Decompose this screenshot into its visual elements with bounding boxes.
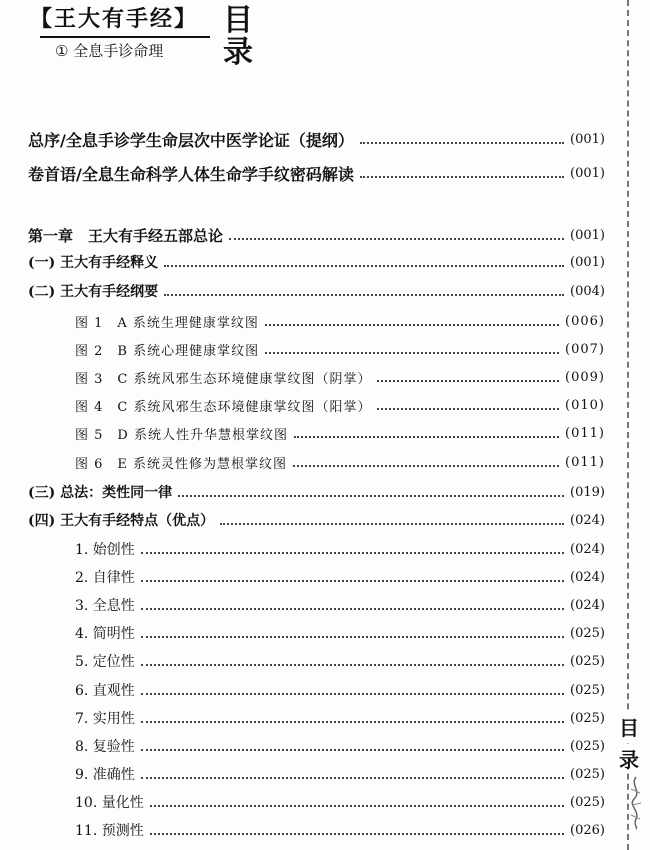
dot-leader: [229, 238, 564, 240]
toc-entry-page: (006): [565, 313, 605, 329]
toc-entry-page: (024): [570, 541, 605, 557]
toc-entry-page: (001): [570, 227, 605, 243]
toc-entry-page: (025): [570, 625, 605, 641]
toc-entry-figure-5[interactable]: [75, 421, 605, 445]
toc-entry-section-2[interactable]: [28, 279, 605, 303]
dot-leader: [293, 465, 559, 467]
margin-tab-label-1: 目: [614, 712, 644, 741]
toc-entry-title: 8. 复验性: [75, 739, 135, 755]
toc-entry-page: (001): [570, 131, 605, 147]
toc-entry-page: (024): [570, 597, 605, 613]
toc-entry-title: 图 6 E 系统灵性修为慧根掌纹图: [75, 456, 288, 472]
toc-entry-item-9[interactable]: [75, 762, 605, 786]
dot-leader: [377, 408, 559, 410]
dot-leader: [141, 664, 564, 666]
series-title-rule: [40, 36, 210, 38]
toc-entry-general-preface[interactable]: [28, 127, 605, 151]
toc-entry-page: (024): [570, 512, 605, 528]
toc-entry-page: (004): [570, 283, 605, 299]
toc-entry-item-4[interactable]: [75, 621, 605, 645]
dot-leader: [150, 805, 564, 807]
toc-entry-page: (025): [570, 710, 605, 726]
toc-entry-title: 图 5 D 系统人性升华慧根掌纹图: [75, 427, 288, 443]
toc-entry-title: (三) 总法：类性同一律: [28, 485, 173, 501]
toc-entry-title: 图 1 A 系统生理健康掌纹图: [75, 315, 259, 331]
toc-entry-title: 1. 始创性: [75, 542, 135, 558]
toc-entry-volume-foreword[interactable]: [28, 161, 605, 185]
toc-entry-figure-6[interactable]: [75, 450, 605, 474]
toc-entry-title: 图 4 C 系统风邪生态环境健康掌纹图（阳掌）: [75, 399, 372, 415]
toc-entry-title: 3. 全息性: [75, 598, 135, 614]
toc-entry-figure-4[interactable]: [75, 393, 605, 417]
margin-tab-label-2: 录: [614, 744, 644, 773]
toc-entry-title: 4. 简明性: [75, 626, 135, 642]
dot-leader: [360, 176, 564, 178]
toc-entry-title: 图 3 C 系统风邪生态环境健康掌纹图（阴掌）: [75, 371, 372, 387]
dot-leader: [294, 436, 559, 438]
margin-ornament-icon: [628, 775, 644, 830]
toc-entry-figure-3[interactable]: [75, 365, 605, 389]
toc-entry-page: (025): [570, 682, 605, 698]
toc-entry-page: (025): [570, 766, 605, 782]
toc-entry-title: 2. 自律性: [75, 570, 135, 586]
toc-entry-title: 11. 预测性: [75, 823, 144, 839]
toc-entry-title: 7. 实用性: [75, 711, 135, 727]
toc-entry-title: 6. 直观性: [75, 683, 135, 699]
toc-entry-item-7[interactable]: [75, 706, 605, 730]
toc-entry-title: 图 2 B 系统心理健康掌纹图: [75, 343, 260, 359]
dot-leader: [141, 552, 564, 554]
toc-heading-char-2: 录: [223, 35, 253, 70]
toc-entry-title: 第一章 王大有手经五部总论: [28, 226, 224, 245]
dot-leader: [141, 749, 564, 751]
dot-leader: [141, 777, 564, 779]
toc-entry-item-8[interactable]: [75, 734, 605, 758]
toc-entry-page: (001): [570, 165, 605, 181]
toc-entry-item-6[interactable]: [75, 678, 605, 702]
toc-entry-page: (025): [570, 653, 605, 669]
toc-entry-title: 总序/全息手诊学生命层次中医学论证（提纲）: [28, 130, 354, 150]
toc-entry-section-1[interactable]: [28, 250, 605, 274]
toc-entry-section-3[interactable]: [28, 480, 605, 504]
toc-entry-item-10[interactable]: [75, 790, 605, 814]
toc-entry-page: (010): [565, 397, 605, 413]
toc-entry-title: 卷首语/全息生命科学人体生命学手纹密码解读: [28, 164, 354, 184]
toc-entry-page: (001): [570, 254, 605, 270]
toc-entry-section-4[interactable]: [28, 508, 605, 532]
toc-entry-title: 5. 定位性: [75, 654, 135, 670]
dot-leader: [141, 608, 564, 610]
dot-leader: [150, 833, 564, 835]
toc-entry-title: (四) 王大有手经特点（优点）: [28, 513, 215, 529]
dot-leader: [164, 265, 564, 267]
dot-leader: [377, 380, 559, 382]
toc-entry-page: (025): [570, 794, 605, 810]
toc-entry-item-3[interactable]: [75, 593, 605, 617]
toc-entry-item-11[interactable]: [75, 818, 605, 842]
toc-entry-chapter-1[interactable]: [28, 223, 605, 247]
toc-entry-page: (019): [570, 484, 605, 500]
dot-leader: [178, 495, 564, 497]
toc-entry-page: (025): [570, 738, 605, 754]
toc-entry-page: (011): [565, 454, 605, 470]
toc-entry-figure-1[interactable]: [75, 309, 605, 333]
dot-leader: [265, 352, 559, 354]
toc-entry-page: (024): [570, 569, 605, 585]
dot-leader: [141, 580, 564, 582]
dot-leader: [141, 693, 564, 695]
toc-entry-page: (007): [565, 341, 605, 357]
toc-entry-title: (一) 王大有手经释义: [28, 255, 159, 271]
toc-entry-item-1[interactable]: [75, 537, 605, 561]
volume-subtitle: ① 全息手诊命理: [55, 42, 164, 60]
toc-entry-page: (009): [565, 369, 605, 385]
dot-leader: [220, 523, 564, 525]
toc-entry-page: (026): [570, 822, 605, 838]
toc-heading-char-1: 目: [223, 3, 253, 38]
toc-entry-title: 10. 量化性: [75, 795, 144, 811]
toc-entry-figure-2[interactable]: [75, 337, 605, 361]
toc-entry-title: (二) 王大有手经纲要: [28, 284, 159, 300]
dot-leader: [164, 294, 564, 296]
toc-entry-page: (011): [565, 425, 605, 441]
toc-entry-item-5[interactable]: [75, 649, 605, 673]
dot-leader: [141, 721, 564, 723]
dot-leader: [141, 636, 564, 638]
series-title: 【王大有手经】: [30, 6, 199, 32]
toc-entry-item-2[interactable]: [75, 565, 605, 589]
dot-leader: [265, 324, 559, 326]
dot-leader: [360, 142, 564, 144]
toc-entry-title: 9. 准确性: [75, 767, 135, 783]
